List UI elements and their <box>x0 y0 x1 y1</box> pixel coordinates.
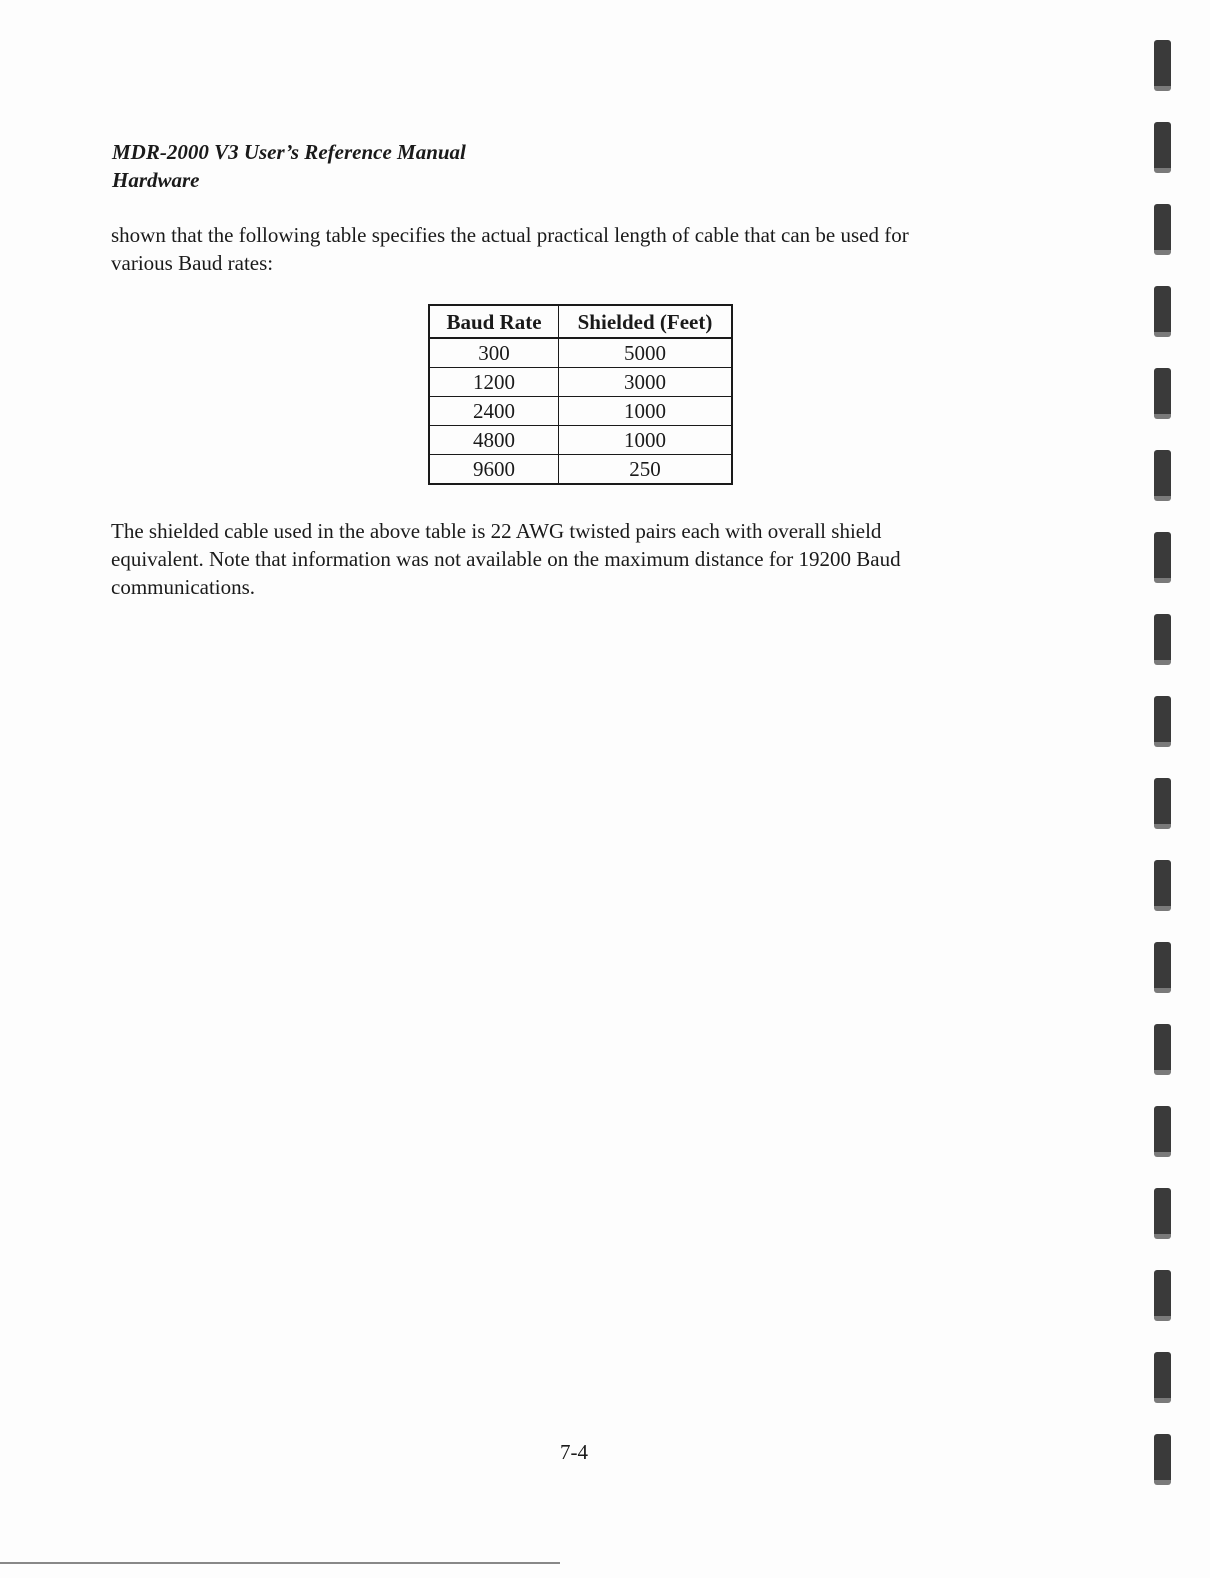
intro-paragraph <box>111 221 1011 277</box>
binder-hole <box>1154 614 1171 665</box>
shielded-feet-cell: 3000 <box>559 368 733 397</box>
baud-rate-table <box>428 304 733 485</box>
note-line-3: communications. <box>111 575 256 599</box>
note-paragraph <box>111 517 1011 601</box>
page-header <box>112 138 466 194</box>
binder-hole <box>1154 942 1171 993</box>
binder-hole <box>1154 696 1171 747</box>
section-title: Hardware <box>112 168 200 192</box>
baud-rate-cell: 300 <box>429 338 559 368</box>
shielded-feet-cell: 1000 <box>559 397 733 426</box>
table-header-row <box>429 305 732 338</box>
note-line-2: equivalent. Note that information was not available on the maximum distance for 19200 Baud <box>111 547 901 571</box>
baud-rate-cell: 2400 <box>429 397 559 426</box>
table-row <box>429 338 732 368</box>
binder-hole <box>1154 532 1171 583</box>
binder-hole <box>1154 40 1171 91</box>
baud-rate-cell: 1200 <box>429 368 559 397</box>
intro-line-1: shown that the following table specifies the actual practical length of cable that can be used for <box>111 223 909 247</box>
binder-hole <box>1154 450 1171 501</box>
binder-hole <box>1154 368 1171 419</box>
shielded-feet-cell: 5000 <box>559 338 733 368</box>
binder-hole <box>1154 1434 1171 1485</box>
note-line-1: The shielded cable used in the above table is 22 AWG twisted pairs each with overall shield <box>111 519 882 543</box>
baud-rate-cell: 4800 <box>429 426 559 455</box>
binder-hole <box>1154 778 1171 829</box>
table-row <box>429 368 732 397</box>
binder-hole <box>1154 204 1171 255</box>
binder-holes <box>1154 40 1174 1550</box>
table-row <box>429 397 732 426</box>
shielded-feet-cell: 250 <box>559 455 733 485</box>
binder-hole <box>1154 286 1171 337</box>
intro-line-2: various Baud rates: <box>111 251 274 275</box>
binder-hole <box>1154 122 1171 173</box>
binder-hole <box>1154 1024 1171 1075</box>
manual-title: MDR-2000 V3 User’s Reference Manual <box>112 140 466 164</box>
binder-hole <box>1154 1106 1171 1157</box>
table-row <box>429 426 732 455</box>
baud-rate-cell: 9600 <box>429 455 559 485</box>
page-bottom-edge <box>0 1562 560 1564</box>
table-row <box>429 455 732 485</box>
page-number: 7-4 <box>560 1440 588 1464</box>
shielded-feet-cell: 1000 <box>559 426 733 455</box>
binder-hole <box>1154 1352 1171 1403</box>
binder-hole <box>1154 1188 1171 1239</box>
binder-hole <box>1154 860 1171 911</box>
column-header-baud-rate: Baud Rate <box>429 305 559 338</box>
binder-hole <box>1154 1270 1171 1321</box>
column-header-shielded-feet: Shielded (Feet) <box>559 305 733 338</box>
